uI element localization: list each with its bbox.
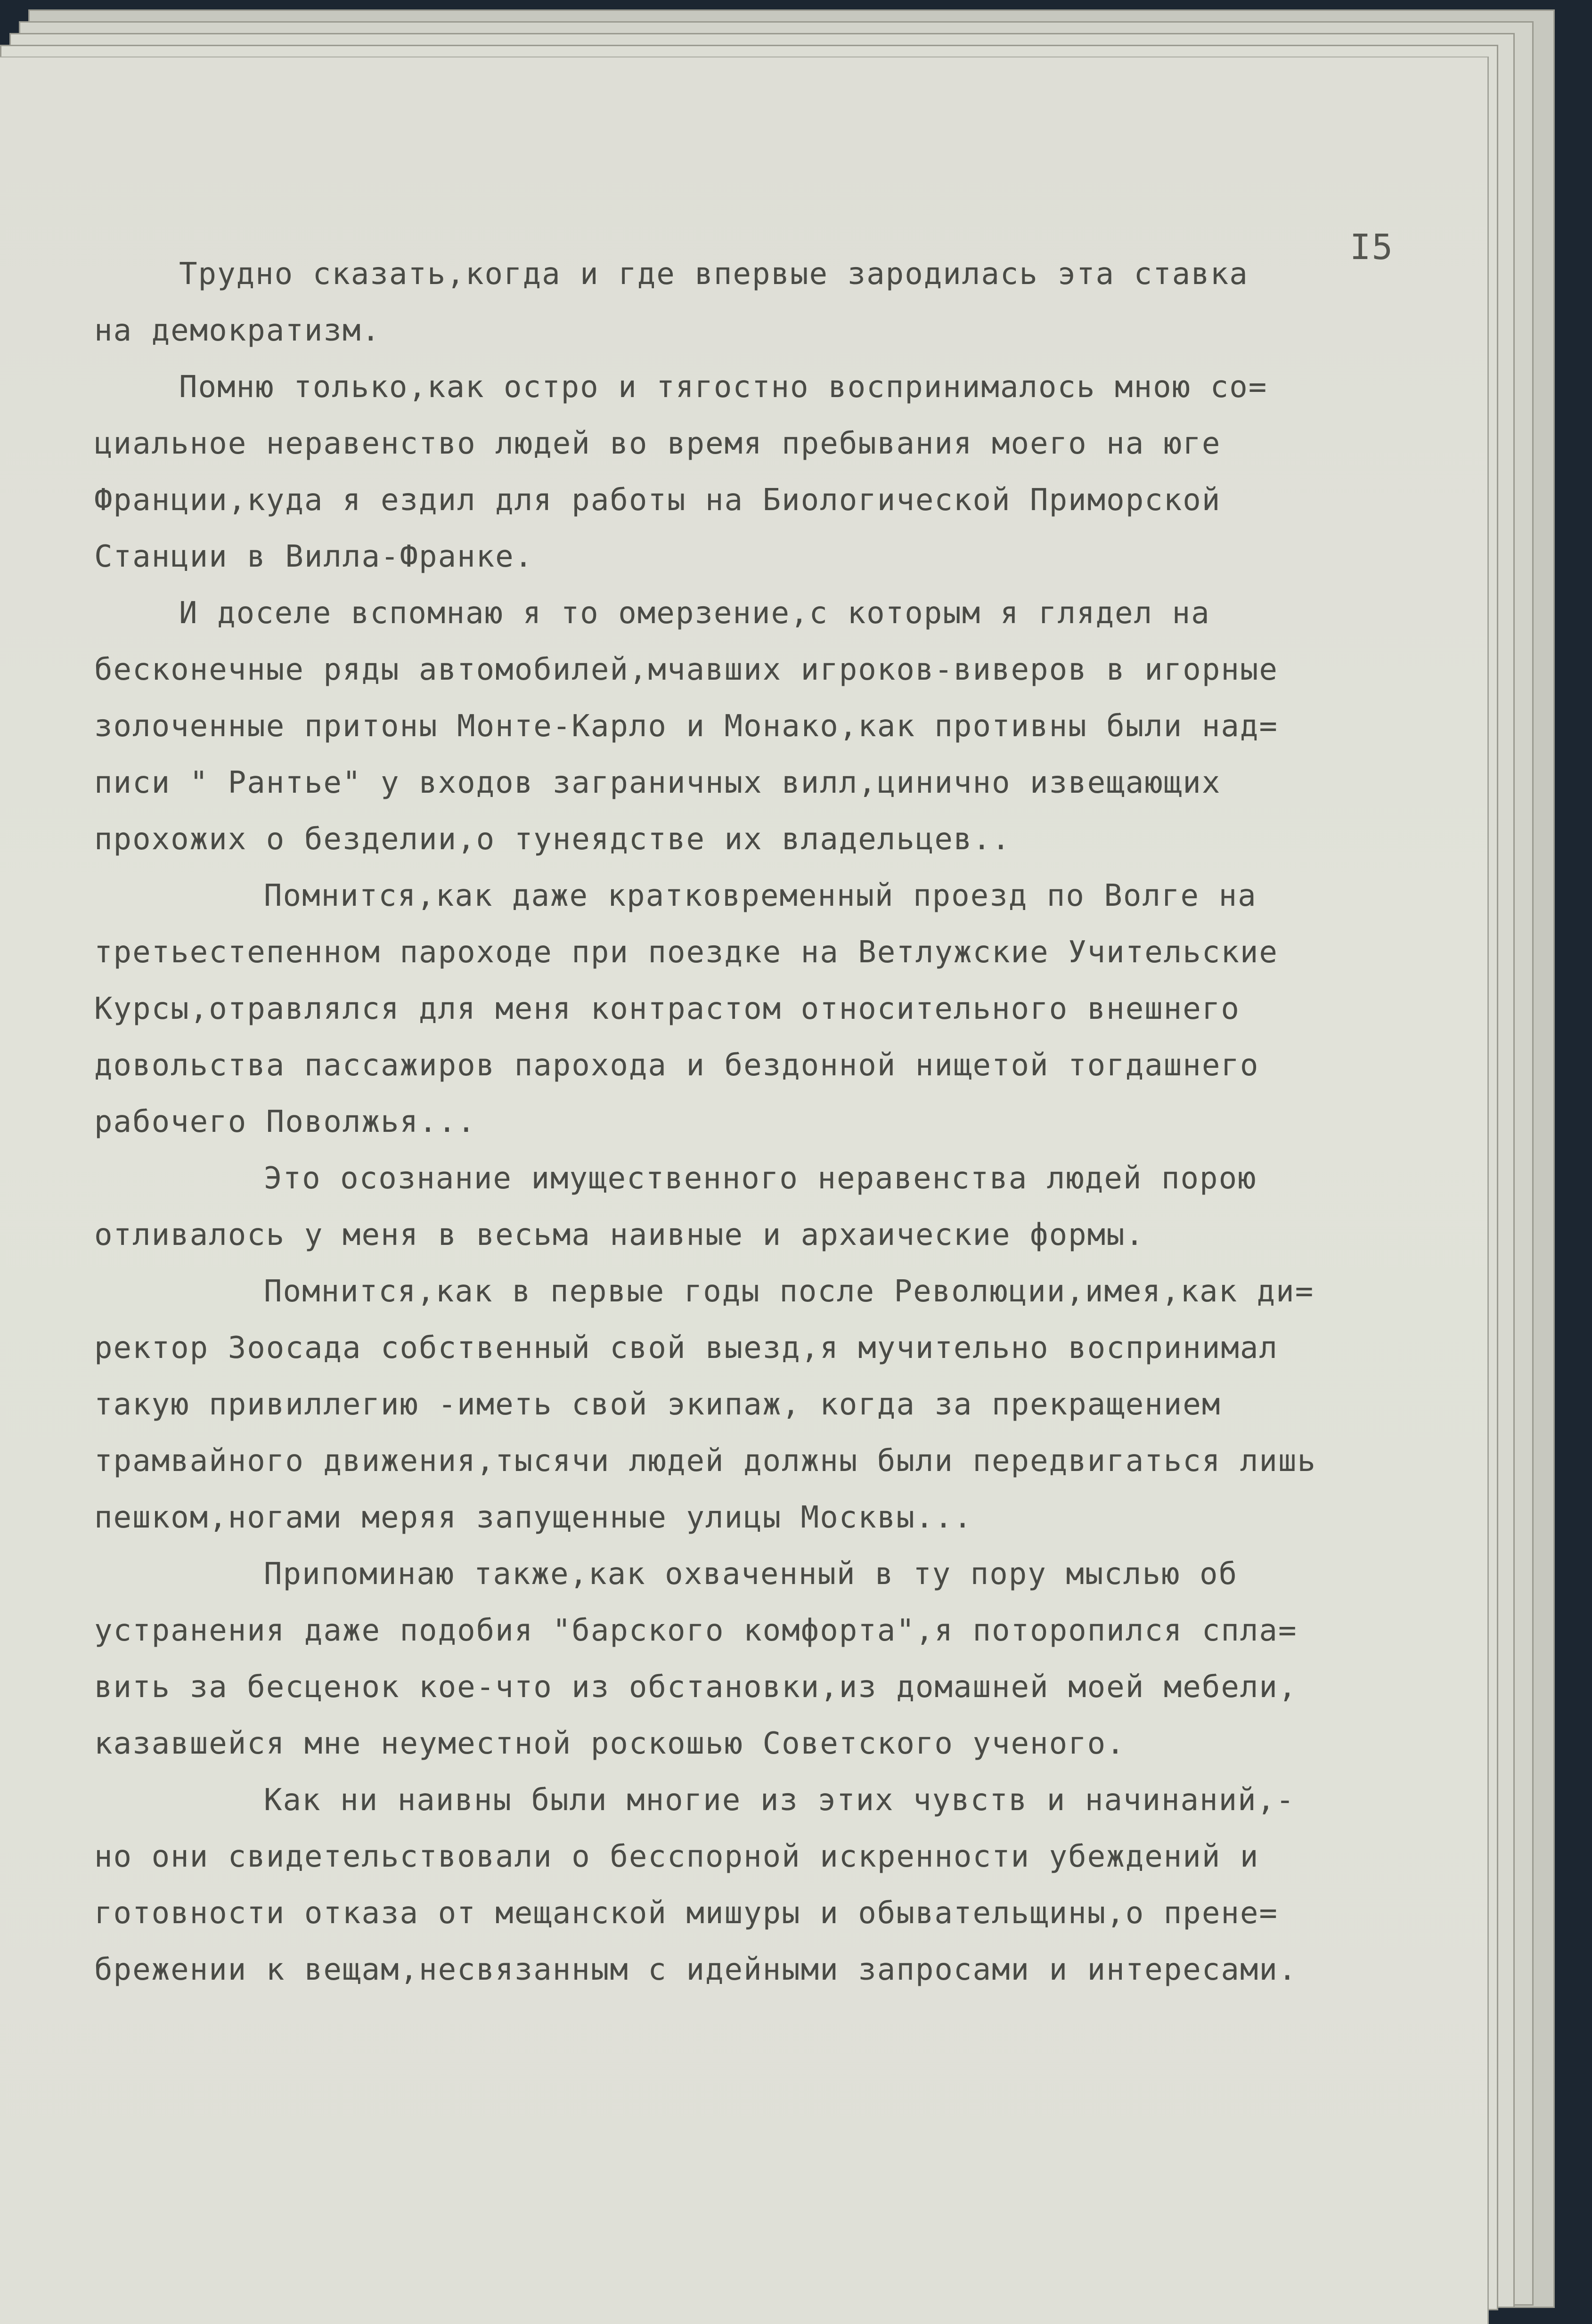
text-line: писи " Рантье" у входов заграничных вилл,цинично извещающих <box>94 765 1221 800</box>
text-line: но они свидетельствовали о бесспорной искренности убеждений и <box>94 1839 1259 1874</box>
text-line: рабочего Поволжья... <box>94 1105 476 1139</box>
text-line: Как ни наивны были многие из этих чувств и начинаний,- <box>264 1783 1295 1818</box>
text-line: пешком,ногами меряя запущенные улицы Москвы... <box>94 1500 973 1535</box>
text-line: Трудно сказать,когда и где впервые зародилась эта ставка <box>179 257 1249 292</box>
text-line: ректор Зоосада собственный свой выезд,я мучительно воспринимал <box>94 1331 1278 1365</box>
typewritten-page <box>0 57 1489 2324</box>
text-line: прохожих о безделии,о тунеядстве их владельцев.. <box>94 822 1011 857</box>
text-line: Помнится,как в первые годы после Революции,имея,как ди= <box>264 1274 1314 1309</box>
text-line: циальное неравенство людей во время пребывания моего на юге <box>94 426 1221 461</box>
text-line: готовности отказа от мещанской мишуры и обывательщины,о прене= <box>94 1896 1278 1931</box>
text-line: такую привиллегию -иметь свой экипаж, когда за прекращением <box>94 1387 1221 1422</box>
text-line: на демократизм. <box>94 313 381 348</box>
text-line: Помнится,как даже кратковременный проезд по Волге на <box>264 878 1257 913</box>
text-line: золоченные притоны Монте-Карло и Монако,как противны были над= <box>94 709 1278 744</box>
text-line: трамвайного движения,тысячи людей должны были передвигаться лишь <box>94 1444 1316 1479</box>
text-line: отливалось у меня в весьма наивные и архаические формы. <box>94 1218 1145 1252</box>
text-line: устранения даже подобия "барского комфорта",я поторопился спла= <box>94 1613 1298 1648</box>
text-line: Помню только,как остро и тягостно воспринималось мною со= <box>179 370 1268 405</box>
text-line: Курсы,отравлялся для меня контрастом относительного внешнего <box>94 991 1240 1026</box>
page-number: I5 <box>1350 227 1394 268</box>
text-line: вить за бесценок кое-что из обстановки,из домашней моей мебели, <box>94 1670 1298 1705</box>
text-line: Франции,куда я ездил для работы на Биологической Приморской <box>94 483 1221 518</box>
text-line: Это осознание имущественного неравенства людей порою <box>264 1161 1257 1196</box>
text-line: довольства пассажиров парохода и бездонной нищетой тогдашнего <box>94 1048 1259 1083</box>
text-line: брежении к вещам,несвязанным с идейными запросами и интересами. <box>94 1952 1298 1987</box>
text-line: казавшейся мне неуместной роскошью Советского ученого. <box>94 1726 1126 1761</box>
text-line: бесконечные ряды автомобилей,мчавших игроков-виверов в игорные <box>94 652 1278 687</box>
text-line: И доселе вспомнаю я то омерзение,с которым я глядел на <box>179 596 1210 631</box>
text-line: третьестепенном пароходе при поездке на Ветлужские Учительские <box>94 935 1278 970</box>
page-body <box>94 246 1461 1998</box>
text-line: Припоминаю также,как охваченный в ту пору мыслью об <box>264 1557 1238 1592</box>
text-line: Станции в Вилла-Франке. <box>94 539 534 574</box>
